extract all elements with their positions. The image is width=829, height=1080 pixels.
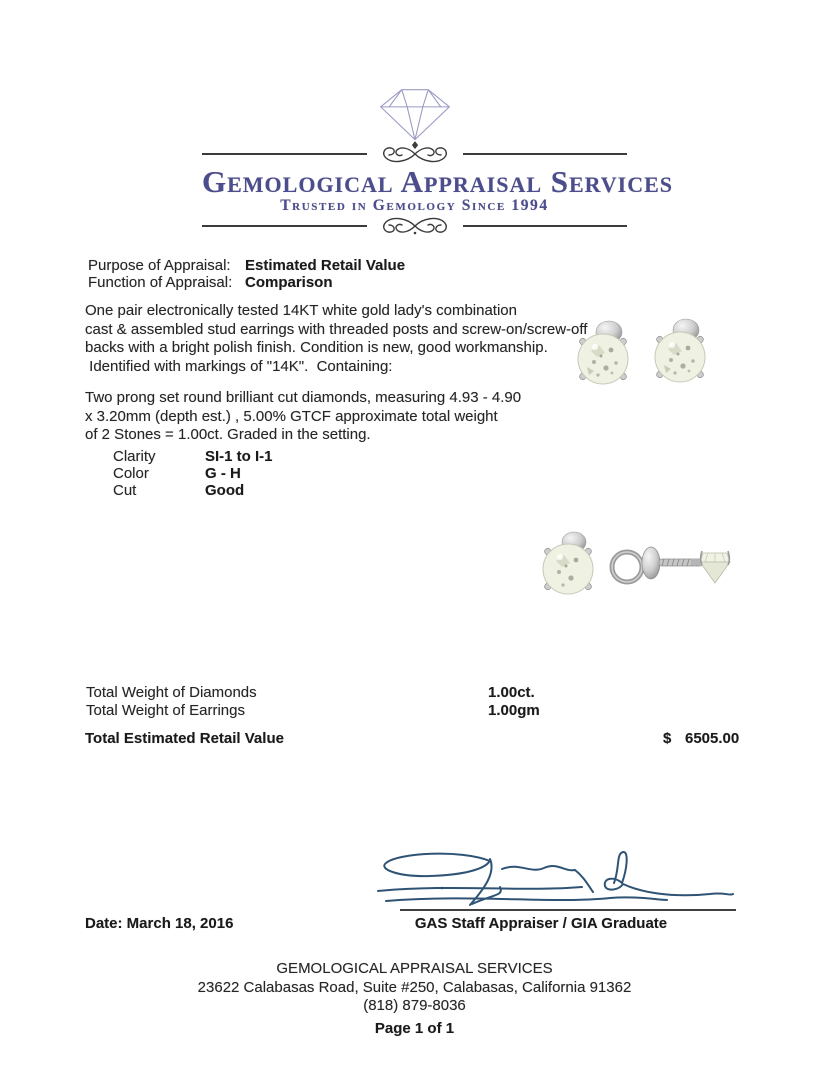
purpose-label: Purpose of Appraisal: xyxy=(88,257,231,274)
color-value: G - H xyxy=(205,465,241,482)
signature-rule-line xyxy=(400,909,736,911)
function-label: Function of Appraisal: xyxy=(88,273,233,291)
details-line: Two prong set round brilliant cut diamonds, measuring 4.93 - 4.90 xyxy=(85,389,522,406)
rule-line xyxy=(202,153,367,155)
function-row xyxy=(88,275,405,292)
cut-value: Good xyxy=(205,482,245,499)
cut-label: Cut xyxy=(113,482,137,499)
earring-side-photo xyxy=(523,517,731,613)
clarity-label: Clarity xyxy=(113,448,156,465)
rule-line xyxy=(202,225,367,227)
currency-symbol: $ xyxy=(663,730,672,747)
purpose-row xyxy=(88,258,405,275)
side-stone xyxy=(691,551,730,583)
grading-row-cut xyxy=(113,482,273,499)
signer-title: GAS Staff Appraiser / GIA Graduate xyxy=(414,915,668,932)
ornamental-divider-bottom xyxy=(202,215,627,237)
retail-value-row xyxy=(85,730,805,749)
description-line: backs with a bright polish finish. Condition is new, good workmanship. xyxy=(85,339,548,356)
retail-value-label: Total Estimated Retail Value xyxy=(85,730,284,747)
weight-totals xyxy=(86,684,606,719)
diamond-weight-value: 1.00ct. xyxy=(488,684,535,701)
footer-phone: (818) 879-8036 xyxy=(363,997,466,1015)
ornamental-divider-top xyxy=(202,143,627,165)
diamond-details xyxy=(85,389,585,445)
diamond-weight-label: Total Weight of Diamonds xyxy=(86,684,257,701)
appraiser-signature xyxy=(372,847,740,909)
rule-line xyxy=(463,153,628,155)
earrings-front-photo xyxy=(558,298,724,401)
item-description xyxy=(85,302,588,376)
description-line: One pair electronically tested 14KT white gold lady's combination xyxy=(85,302,517,319)
clarity-value: SI-1 to I-1 xyxy=(205,448,273,465)
retail-value-amount: 6505.00 xyxy=(685,730,740,747)
diamond-logo-icon xyxy=(376,85,454,149)
footer-company: GEMOLOGICAL APPRAISAL SERVICES xyxy=(276,960,553,977)
color-label: Color xyxy=(113,465,149,482)
description-line: Identified with markings of "14K". Containing: xyxy=(85,357,393,375)
function-value: Comparison xyxy=(245,273,333,291)
letterhead xyxy=(202,85,674,237)
company-title: Gemological Appraisal Services xyxy=(202,164,674,199)
screw-back xyxy=(612,547,703,582)
details-line: x 3.20mm (depth est.) , 5.00% GTCF approximate total weight xyxy=(85,407,498,425)
grading-row-clarity xyxy=(113,448,273,465)
purpose-value: Estimated Retail Value xyxy=(245,257,406,274)
page-number: Page 1 of 1 xyxy=(374,1020,455,1038)
earring-weight-label: Total Weight of Earrings xyxy=(86,701,245,719)
appraisal-date: Date: March 18, 2016 xyxy=(85,915,234,932)
appraisal-meta xyxy=(88,258,405,292)
diamond-weight-row xyxy=(86,684,606,702)
footer xyxy=(4,960,825,1039)
rule-line xyxy=(463,225,628,227)
description-line: cast & assembled stud earrings with threaded posts and screw-on/screw-off xyxy=(85,320,588,338)
grading-row-color xyxy=(113,465,273,482)
scroll-flourish-icon xyxy=(367,143,463,165)
footer-address: 23622 Calabasas Road, Suite #250, Calabasas, California 91362 xyxy=(197,978,632,996)
scroll-flourish-icon xyxy=(367,215,463,237)
details-line: of 2 Stones = 1.00ct. Graded in the setting. xyxy=(85,426,371,443)
company-tagline: Trusted in Gemology Since 1994 xyxy=(280,197,549,214)
grading-table xyxy=(113,448,273,499)
earring-weight-row xyxy=(86,702,606,720)
earring-weight-value: 1.00gm xyxy=(488,701,540,719)
